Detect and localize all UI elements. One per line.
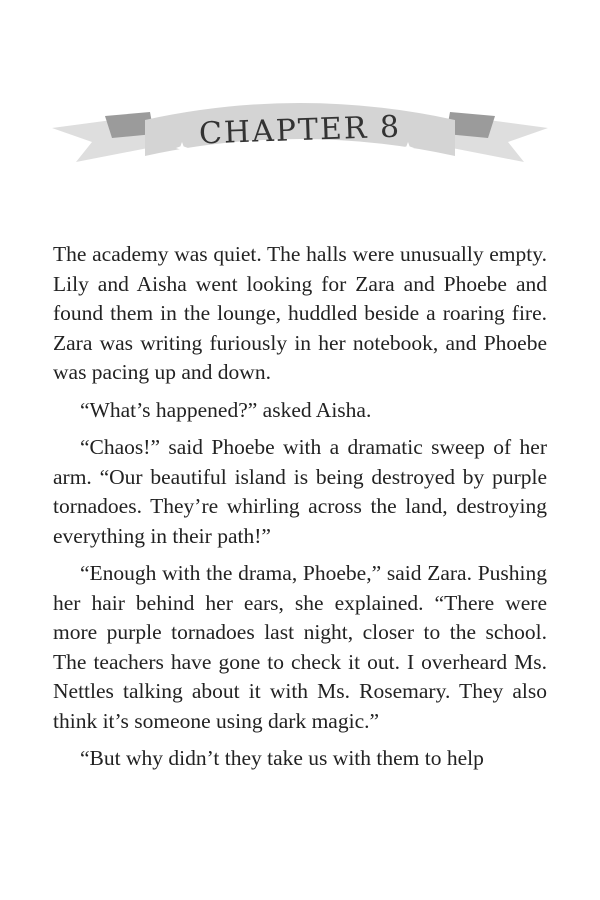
- paragraph: “Enough with the drama, Phoebe,” said Zara. Pushing her hair behind her ears, she explained. “There were more purple tornadoes last night, closer to the school. The teachers have gone to check it out. I overheard Ms. Nettles talking about it with Ms. Rosemary. They also think it’s someone using dark magic.”: [53, 561, 547, 733]
- paragraph: “What’s happened?” asked Aisha.: [80, 397, 372, 422]
- paragraph: “But why didn’t they take us with them to help: [80, 746, 484, 770]
- paragraph: The academy was quiet. The halls were unusually empty. Lily and Aisha went looking for Zara and Phoebe and found them in the lounge, huddled beside a roaring fire. Zara was writing furiously in her notebook, and Phoebe was pacing up and down.: [53, 242, 547, 384]
- chapter-heading: CHAPTER 8: [198, 109, 402, 152]
- paragraph: “Chaos!” said Phoebe with a dramatic sweep of her arm. “Our beautiful island is being destroyed by purple tornadoes. They’re whirling across the land, destroying everything in their path!”: [53, 435, 547, 548]
- story-text: [53, 240, 547, 782]
